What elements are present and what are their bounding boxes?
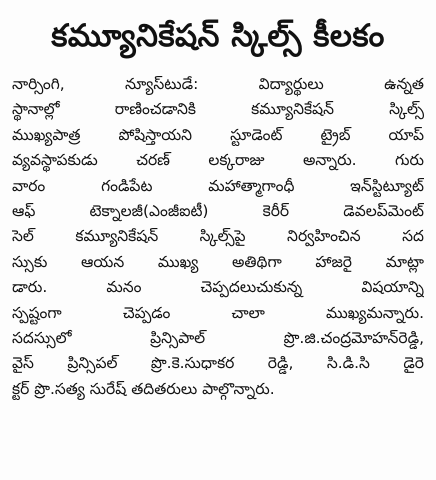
body-line: సదస్సులో ప్రిన్సిపాల్ ప్రొ.జి.చంద్రమోహన్‌రెడ్డి,: [12, 328, 424, 347]
body-line: స్పష్టంగా చెప్పడం చాలా ముఖ్యమన్నారు.: [12, 303, 424, 322]
body-line: స్సుకు ఆయన ముఖ్య అతిథిగా హాజరై మాట్లా: [12, 252, 424, 271]
body-line: నార్సింగి, న్యూస్‌టుడే: విద్యార్థులు ఉన్నత: [12, 75, 424, 93]
body-line: క్టర్ ప్రొ.సత్య సురేష్ తదితరులు పాల్గొన్నారు.: [12, 379, 275, 398]
body-line: సెల్ కమ్యూనికేషన్ స్కిల్స్‌పై నిర్వహించిన సద: [12, 227, 424, 246]
body-line: వారం గండిపేట మహాత్మాగాంధీ ఇన్‌స్టిట్యూట్: [12, 176, 424, 195]
headline: కమ్యూనికేషన్ స్కిల్స్ కీలకం: [51, 18, 385, 54]
body-line: ముఖ్యపాత్ర పోషిస్తాయని స్టూడెంట్ ట్రైబ్ యాప్: [12, 125, 424, 144]
body-line: వ్యవస్థాపకుడు చరణ్ లక్కరాజు అన్నారు. గురు: [12, 151, 424, 170]
article-body: [12, 72, 424, 402]
body-line: స్థానాల్లో రాణించడానికి కమ్యూనికేషన్ స్కిల్స్: [12, 100, 424, 119]
body-line: వైస్ ప్రిన్సిపల్ ప్రొ.కె.సుధాకర రెడ్డి, సి.డి.సి డైరె: [12, 354, 424, 373]
body-line: ఆఫ్ టెక్నాలజీ(ఎంజీఐటీ) కెరీర్ డెవలప్‌మెంట్: [12, 201, 424, 220]
body-line: డారు. మనం చెప్పదలుచుకున్న విషయాన్ని: [12, 278, 424, 297]
